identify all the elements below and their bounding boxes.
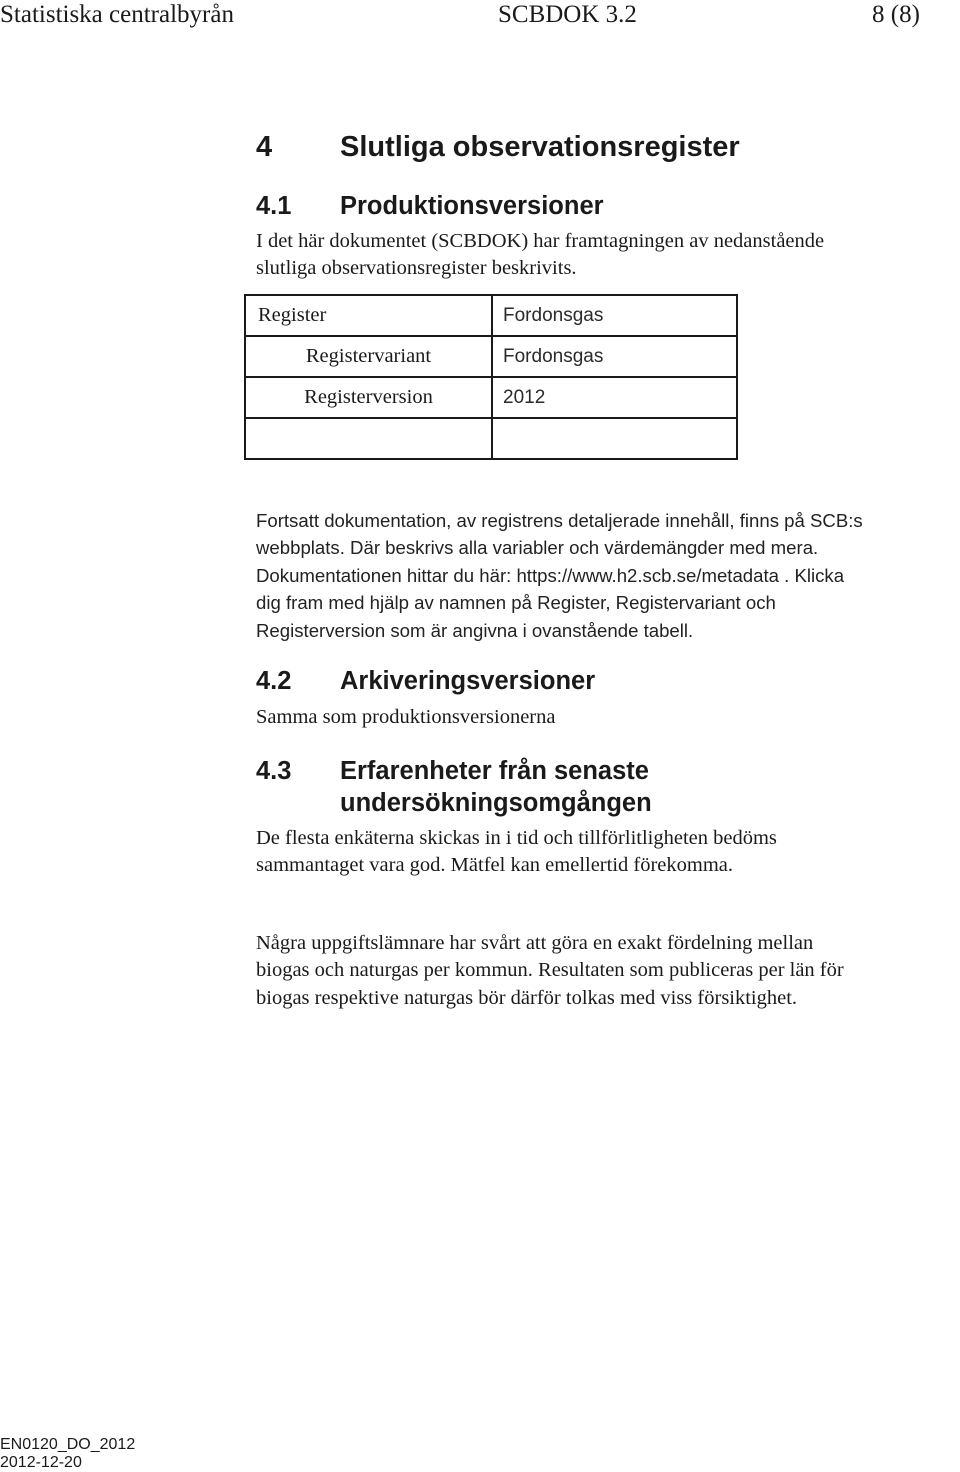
table-value-registervariant: Fordonsgas xyxy=(492,336,737,377)
section-4-2-number: 4.2 xyxy=(256,667,292,695)
paragraph-line: Några uppgiftslämnare har svårt att göra en exakt fördelning mellan xyxy=(256,932,814,954)
section-4-3-title-line-1: Erfarenheter från senaste xyxy=(340,757,649,785)
footer-doc-code: EN0120_DO_2012 xyxy=(0,1436,136,1453)
paragraph-line: biogas och naturgas per kommun. Resultaten som publiceras per län för xyxy=(256,959,844,982)
table-value-registerversion: 2012 xyxy=(492,377,737,418)
paragraph-line: Dokumentationen hittar du här: https://www.h2.scb.se/metadata . Klicka xyxy=(256,564,845,586)
paragraph-line: Registerversion som är angivna i ovanstående tabell. xyxy=(256,619,694,641)
paragraph-line: webbplats. Där beskrivs alla variabler och värdemängder med mera. xyxy=(256,537,819,559)
header-doc-id: SCBDOK 3.2 xyxy=(498,1,637,28)
table-row xyxy=(245,295,737,336)
header-page-number: 8 (8) xyxy=(872,1,920,28)
table-label-register: Register xyxy=(245,295,492,336)
table-empty-cell xyxy=(245,418,492,459)
section-4-3-paragraph-2 xyxy=(256,930,844,1012)
table-empty-cell xyxy=(492,418,737,459)
section-4-1-title: Produktionsversioner xyxy=(340,192,604,220)
footer-date: 2012-12-20 xyxy=(0,1454,82,1471)
register-table xyxy=(244,294,738,460)
intro-line: I det här dokumentet (SCBDOK) har framtagningen av nedanstående xyxy=(256,230,825,252)
table-label-registervariant: Registervariant xyxy=(245,336,492,377)
section-4-3-paragraph-1 xyxy=(256,825,777,880)
paragraph-line: Fortsatt dokumentation, av registrens detaljerade innehåll, finns på SCB:s xyxy=(256,510,863,531)
section-4-3-heading xyxy=(256,756,896,820)
section-4-title: Slutliga observationsregister xyxy=(340,131,740,163)
paragraph-line: biogas respektive naturgas bör därför tolkas med viss försiktighet. xyxy=(256,986,798,1009)
section-4-3-number: 4.3 xyxy=(256,757,292,785)
section-4-1-intro xyxy=(256,228,824,283)
section-4-heading xyxy=(256,130,896,164)
paragraph-line: De flesta enkäterna skickas in i tid och tillförlitligheten bedöms xyxy=(256,827,777,849)
paragraph-line: dig fram med hjälp av namnen på Register, Registervariant och xyxy=(256,592,776,614)
section-4-number: 4 xyxy=(256,131,273,163)
section-4-2-title: Arkiveringsversioner xyxy=(340,667,596,695)
section-4-2-heading xyxy=(256,666,896,697)
section-4-3-title-line-2: undersökningsomgången xyxy=(340,789,652,817)
table-row xyxy=(245,377,737,418)
section-4-1-number: 4.1 xyxy=(256,192,292,220)
table-value-register: Fordonsgas xyxy=(492,295,737,336)
section-4-2-text: Samma som produktionsversionerna xyxy=(256,706,556,728)
paragraph-line: sammantaget vara god. Mätfel kan emellertid förekomma. xyxy=(256,854,734,877)
table-label-registerversion: Registerversion xyxy=(245,377,492,418)
header-org: Statistiska centralbyrån xyxy=(0,1,234,28)
section-4-1-heading xyxy=(256,191,896,222)
intro-line: slutliga observationsregister beskrivits. xyxy=(256,257,577,280)
table-row xyxy=(245,336,737,377)
continued-documentation xyxy=(256,507,863,644)
table-row xyxy=(245,418,737,459)
